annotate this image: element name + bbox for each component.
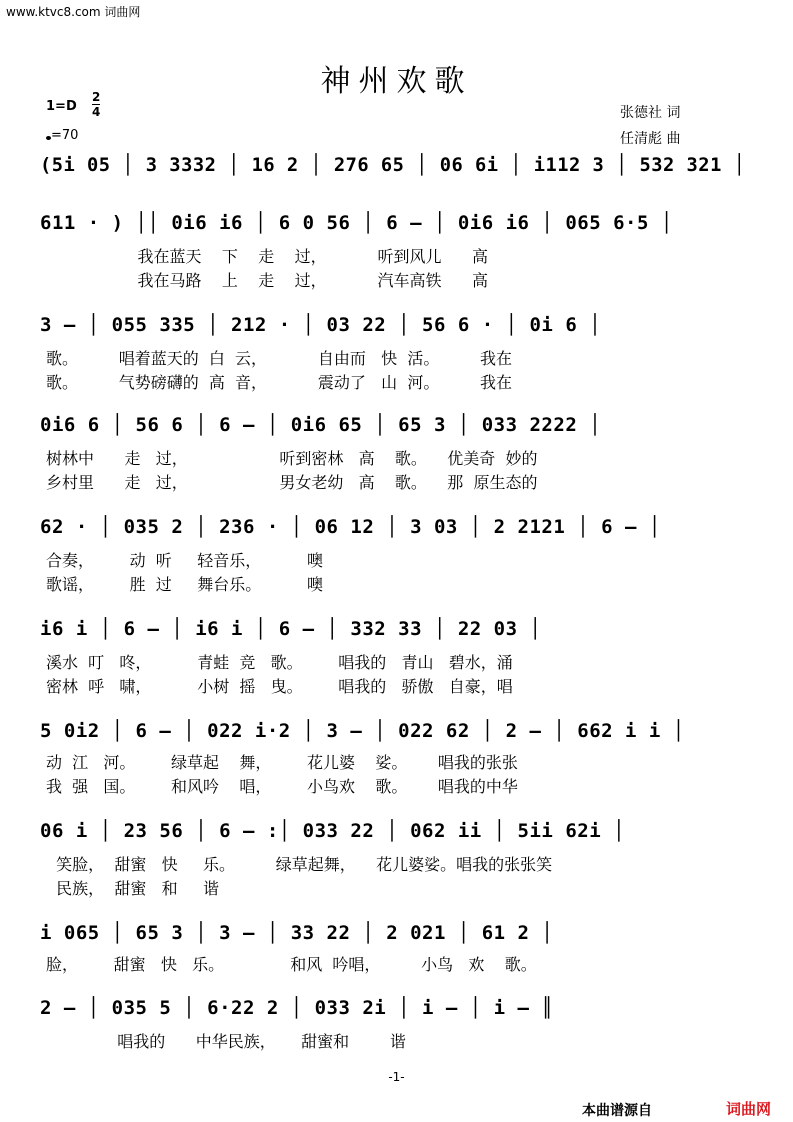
lyric-line-2: 歌。 气势磅礴的 高 音， 震动了 山 河。 我在 — [46, 373, 513, 392]
lyric-line-1: 唱我的 中华民族， 甜蜜和 谐 — [46, 1032, 406, 1051]
lyric-line-1: 溪水 叮 咚， 青蛙 竞 歌。 唱我的 青山 碧水，涌 — [46, 653, 513, 672]
lyric-line-1: 我在蓝天 下 走 过， 听到风儿 高 — [46, 247, 488, 266]
notes-row-1: (5i 05 │ 3 3332 │ 16 2 │ 276 65 │ 06 6i │ i112 3 │ 532 321 │ — [40, 154, 746, 176]
site-url: www.ktvc8.com 词曲网 — [6, 5, 141, 19]
lyric-line-1: 歌。 唱着蓝天的 白 云， 自由而 快 活。 我在 — [46, 349, 513, 368]
score-row-1 — [40, 150, 750, 180]
lyric-line-2: 我在马路 上 走 过， 汽车高铁 高 — [46, 271, 488, 290]
tempo-value: =70 — [51, 128, 79, 143]
score-row-6 — [40, 614, 750, 644]
score-row-9 — [40, 918, 750, 948]
score-row-8 — [40, 816, 750, 846]
notes-row-6: i6 i │ 6 – │ i6 i │ 6 – │ 332 33 │ 22 03 │ — [40, 618, 542, 640]
notes-row-4: 0i6 6 │ 56 6 │ 6 – │ 0i6 65 │ 65 3 │ 033 2222 │ — [40, 414, 602, 436]
lyric-line-2: 我 强 国。 和风吟 唱， 小鸟欢 歌。 唱我的中华 — [46, 777, 518, 796]
composer-credit: 任清彪 曲 — [620, 131, 681, 147]
notes-row-2: 611 · ) ││ 0i6 i6 │ 6 0 56 │ 6 – │ 0i6 i6 │ 065 6·5 │ — [40, 212, 673, 234]
lyric-line-2: 乡村里 走 过， 男女老幼 高 歌。 那 原生态的 — [46, 473, 538, 492]
notes-row-5: 62 · │ 035 2 │ 236 · │ 06 12 │ 3 03 │ 2 2121 │ 6 – │ — [40, 516, 661, 538]
notes-row-3: 3 – │ 055 335 │ 212 · │ 03 22 │ 56 6 · │ 0i 6 │ — [40, 314, 602, 336]
lyric-line-1: 笑脸， 甜蜜 快 乐。 绿草起舞， 花儿婆娑。唱我的张张笑 — [46, 855, 553, 874]
score-row-3 — [40, 310, 750, 340]
score-row-2 — [40, 208, 750, 238]
lyric-line-2: 歌谣， 胜 过 舞台乐。 噢 — [46, 575, 323, 594]
page-number: -1- — [388, 1070, 405, 1084]
notes-row-7: 5 0i2 │ 6 – │ 022 i·2 │ 3 – │ 022 62 │ 2 – │ 662 i i │ — [40, 720, 685, 742]
score-row-7 — [40, 716, 750, 746]
time-signature — [92, 90, 100, 119]
notes-row-9: i 065 │ 65 3 │ 3 – │ 33 22 │ 2 021 │ 61 2 │ — [40, 922, 554, 944]
notes-row-8: 06 i │ 23 56 │ 6 – :│ 033 22 │ 062 ii │ 5ii 62i │ — [40, 820, 626, 842]
score-row-4 — [40, 410, 750, 440]
lyric-line-1: 合奏， 动 听 轻音乐， 噢 — [46, 551, 323, 570]
lyric-line-2: 民族， 甜蜜 和 谐 — [46, 879, 220, 898]
key-signature: 1=D — [46, 99, 77, 114]
quarter-note-icon — [46, 136, 51, 140]
site-logo[interactable]: 词曲网 — [726, 1100, 772, 1118]
song-title: 神州欢歌 — [320, 64, 473, 99]
lyric-line-2: 密林 呼 啸， 小树 摇 曳。 唱我的 骄傲 自豪，唱 — [46, 677, 513, 696]
score-row-10 — [40, 993, 750, 1023]
time-bottom: 4 — [92, 105, 101, 119]
lyric-line-1: 树林中 走 过， 听到密林 高 歌。 优美奇 妙的 — [46, 449, 538, 468]
lyric-line-1: 脸， 甜蜜 快 乐。 和风 吟唱， 小鸟 欢 歌。 — [46, 955, 537, 974]
time-top: 2 — [92, 90, 101, 104]
source-label: 本曲谱源自 — [582, 1103, 652, 1119]
tempo-marking — [46, 128, 78, 143]
score-row-5 — [40, 512, 750, 542]
notes-row-10: 2 – │ 035 5 │ 6·22 2 │ 033 2i │ i – │ i – ║ — [40, 997, 554, 1019]
lyric-line-1: 动 江 河。 绿草起 舞， 花儿婆 娑。 唱我的张张 — [46, 753, 518, 772]
lyricist-credit: 张德社 词 — [620, 105, 681, 121]
